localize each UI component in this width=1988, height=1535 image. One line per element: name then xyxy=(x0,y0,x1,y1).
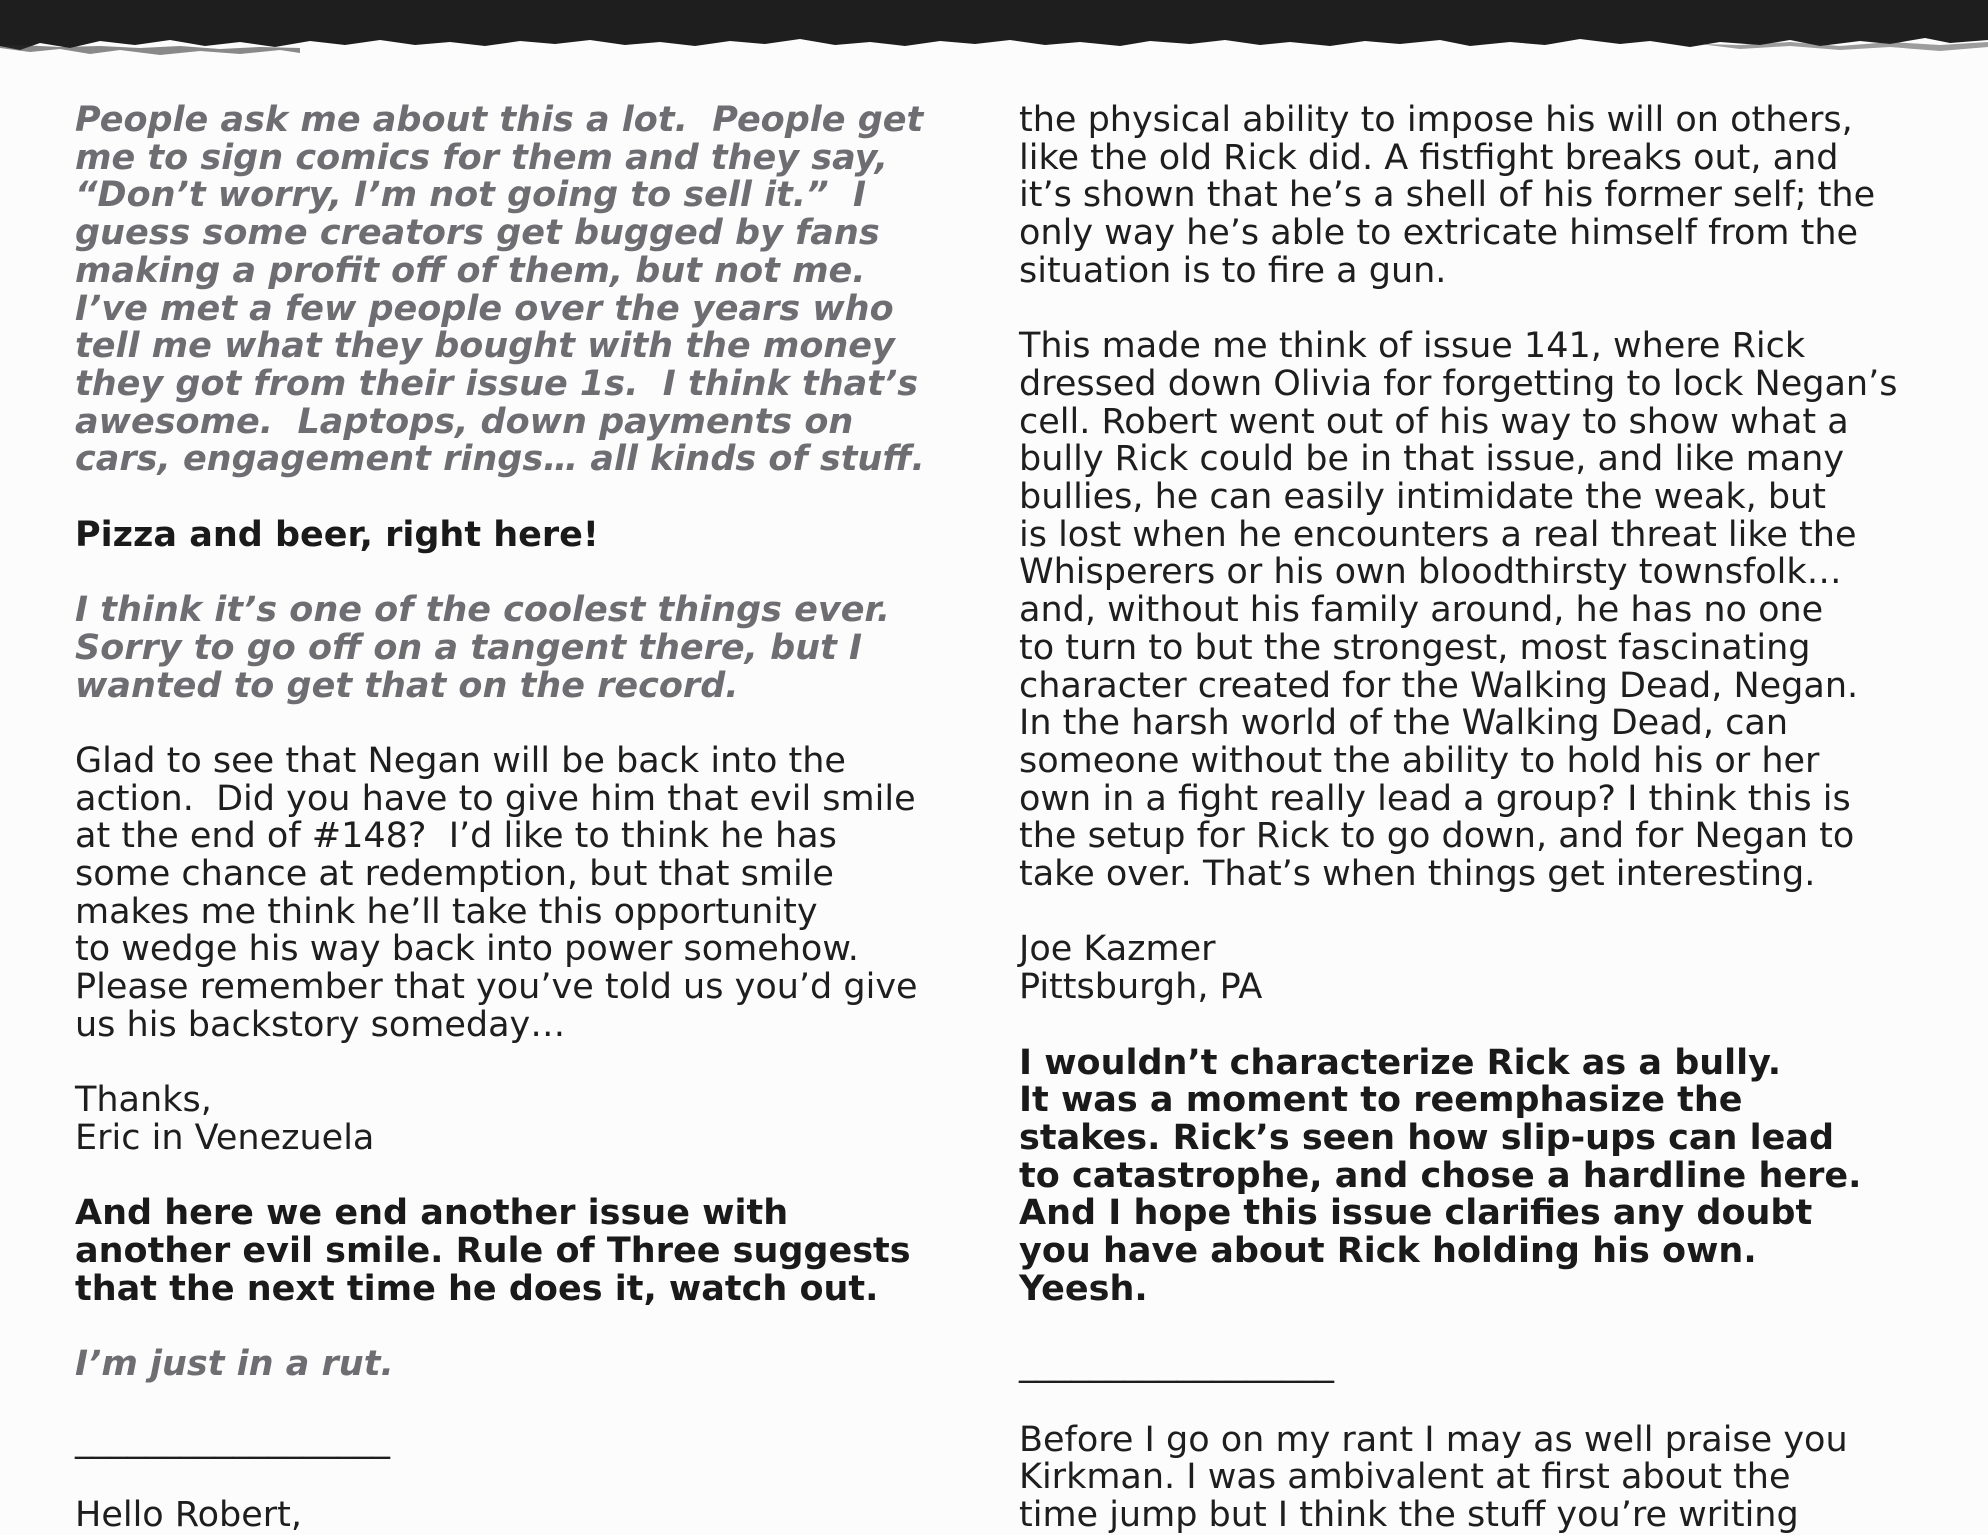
text-line: cell. Robert went out of his way to show what a xyxy=(1019,401,1849,442)
text-line: only way he’s able to extricate himself from the xyxy=(1019,213,1859,254)
text-line: Kirkman. I was ambivalent at first about the xyxy=(1019,1457,1791,1498)
text-line: stakes. Rick’s seen how slip-ups can lead xyxy=(1019,1117,1835,1158)
letter-paragraph xyxy=(75,1082,975,1157)
text-line: it’s shown that he’s a shell of his former self; the xyxy=(1019,175,1876,216)
text-line: cars, engagement rings… all kinds of stuff. xyxy=(75,439,925,480)
text-line: to wedge his way back into power somehow. xyxy=(75,929,859,970)
letter-paragraph xyxy=(1019,102,1969,291)
text-line: like the old Rick did. A fistfight breaks out, and xyxy=(1019,137,1839,178)
left-text-column xyxy=(75,102,975,1535)
text-line: is lost when he encounters a real threat like the xyxy=(1019,514,1857,555)
text-line: I think it’s one of the coolest things ever. xyxy=(75,590,890,631)
text-line: and, without his family around, he has no one xyxy=(1019,590,1824,631)
text-line: Thanks, xyxy=(75,1080,212,1121)
text-line: People ask me about this a lot. People get xyxy=(75,100,924,140)
text-line: tell me what they bought with the money xyxy=(75,326,895,367)
text-line: another evil smile. Rule of Three suggests xyxy=(75,1231,911,1272)
letter-paragraph xyxy=(1019,328,1969,894)
text-line: dressed down Olivia for forgetting to lock Negan’s xyxy=(1019,363,1898,404)
text-line: I’m just in a rut. xyxy=(75,1344,394,1385)
letter-paragraph xyxy=(1019,1346,1969,1384)
text-line: Hello Robert, xyxy=(75,1494,302,1535)
text-line: makes me think he’ll take this opportunity xyxy=(75,891,818,932)
text-line: character created for the Walking Dead, Negan. xyxy=(1019,665,1859,706)
text-line: bully Rick could be in that issue, and like many xyxy=(1019,439,1845,480)
letter-paragraph xyxy=(1019,931,1969,1006)
text-line: at the end of #148? I’d like to think he has xyxy=(75,816,837,857)
text-line: Please remember that you’ve told us you’d give xyxy=(75,967,918,1008)
right-text-column xyxy=(1019,102,1969,1535)
text-line: own in a fight really lead a group? I think this is xyxy=(1019,778,1851,819)
letter-paragraph xyxy=(75,1419,975,1460)
editor-response-paragraph xyxy=(75,102,975,479)
text-line: Joe Kazmer xyxy=(1019,929,1216,970)
text-line: I’ve met a few people over the years who xyxy=(75,288,894,329)
text-line: Whisperers or his own bloodthirsty townsfolk… xyxy=(1019,552,1842,593)
text-line: action. Did you have to give him that evil smile xyxy=(75,778,916,819)
text-line: you have about Rick holding his own. xyxy=(1019,1231,1757,1272)
editor-response-paragraph xyxy=(75,1195,975,1308)
text-line: Glad to see that Negan will be back into the xyxy=(75,740,846,781)
text-line: they got from their issue 1s. I think that’s xyxy=(75,363,919,404)
text-line: __________________ xyxy=(75,1419,390,1460)
text-line: someone without the ability to hold his or her xyxy=(1019,740,1820,781)
text-line: Pizza and beer, right here! xyxy=(75,514,599,555)
text-line: It was a moment to reemphasize the xyxy=(1019,1080,1743,1121)
text-line: some chance at redemption, but that smile xyxy=(75,854,834,895)
letter-paragraph xyxy=(75,740,975,1045)
text-line: Yeesh. xyxy=(1019,1268,1148,1309)
text-line: awesome. Laptops, down payments on xyxy=(75,401,854,442)
text-line: I wouldn’t characterize Rick as a bully. xyxy=(1019,1042,1782,1083)
text-line: This made me think of issue 141, where Rick xyxy=(1019,326,1806,367)
text-line: In the harsh world of the Walking Dead, can xyxy=(1019,703,1789,744)
editor-response-paragraph xyxy=(75,1346,975,1384)
text-line: Before I go on my rant I may as well praise you xyxy=(1019,1419,1848,1460)
text-line: the setup for Rick to go down, and for Negan to xyxy=(1019,816,1855,857)
text-line: me to sign comics for them and they say, xyxy=(75,137,889,178)
text-line: the physical ability to impose his will on others, xyxy=(1019,100,1853,140)
torn-header-band xyxy=(0,0,1988,64)
text-line: that the next time he does it, watch out. xyxy=(75,1268,879,1309)
text-line: take over. That’s when things get interesting. xyxy=(1019,854,1816,895)
editor-response-paragraph xyxy=(75,592,975,705)
text-line: And here we end another issue with xyxy=(75,1193,789,1234)
text-line: Eric in Venezuela xyxy=(75,1117,375,1158)
text-line: “Don’t worry, I’m not going to sell it.” I xyxy=(75,175,867,216)
letter-paragraph xyxy=(75,1494,975,1535)
text-line: guess some creators get bugged by fans xyxy=(75,213,880,254)
text-line: bullies, he can easily intimidate the weak, but xyxy=(1019,477,1826,518)
text-line: Pittsburgh, PA xyxy=(1019,967,1263,1008)
editor-response-paragraph xyxy=(75,514,975,555)
text-line: situation is to fire a gun. xyxy=(1019,250,1447,291)
text-line: time jump but I think the stuff you’re writing xyxy=(1019,1494,1799,1535)
text-line: Sorry to go off on a tangent there, but I xyxy=(75,627,863,668)
text-line: us his backstory someday… xyxy=(75,1004,566,1045)
text-line: to catastrophe, and chose a hardline here. xyxy=(1019,1155,1862,1196)
letter-paragraph xyxy=(1019,1419,1969,1535)
text-line: And I hope this issue clarifies any doubt xyxy=(1019,1193,1813,1234)
text-line: making a profit off of them, but not me. xyxy=(75,250,866,291)
text-line: to turn to but the strongest, most fascinating xyxy=(1019,627,1811,668)
text-line: __________________ xyxy=(1019,1344,1334,1385)
text-line: wanted to get that on the record. xyxy=(75,665,739,706)
editor-response-paragraph xyxy=(1019,1042,1969,1309)
